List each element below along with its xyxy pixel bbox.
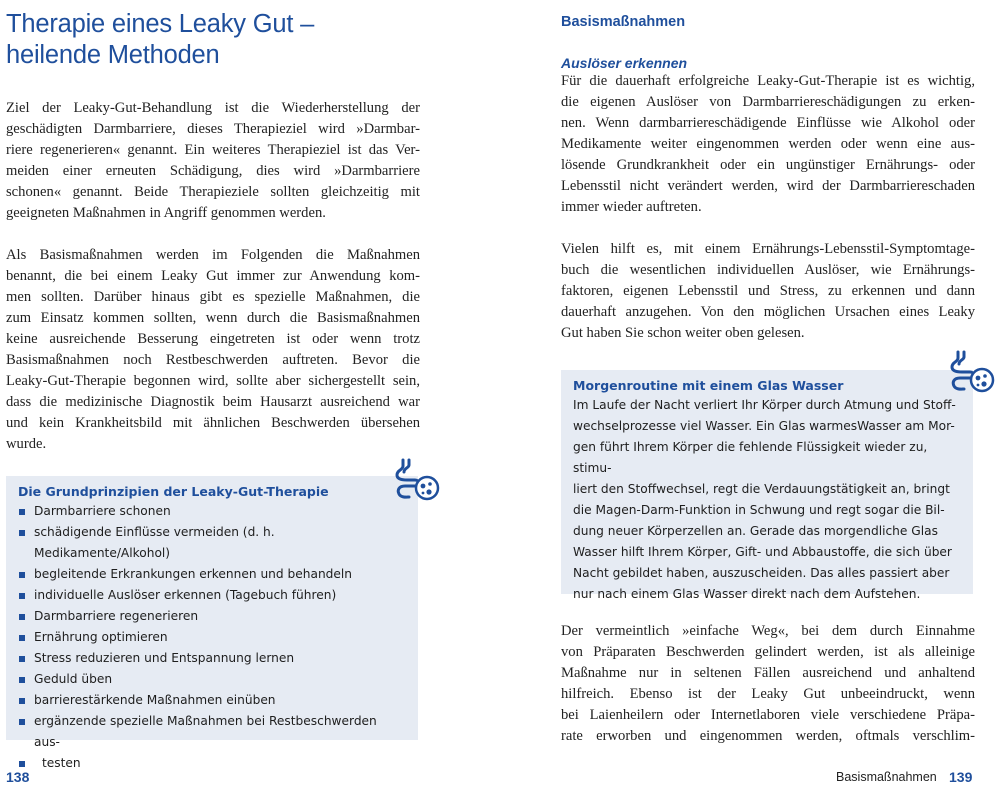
left-paragraph-1 [6, 98, 420, 224]
text-line: Der vermeintlich »einfache Weg«, bei dem durch Einnahme [561, 623, 975, 639]
morning-routine-text [573, 395, 961, 605]
list-item: Darmbarriere schonen [18, 501, 406, 522]
title-line-2: heilende Methoden [6, 41, 220, 69]
principles-list [18, 501, 406, 774]
list-item: ergänzende spezielle Maßnahmen bei Restbeschwerden aus- [18, 711, 406, 753]
text-line: hilfreich. Ebenso ist der Leaky Gut unbeeindruckt, wenn [561, 686, 975, 702]
principles-box [6, 476, 418, 770]
page-title [6, 9, 420, 71]
text-line: Lebensstil nicht verändert werden, wird der Darmbarriereschaden [561, 178, 975, 194]
left-page [6, 0, 420, 455]
text-line: nen. Wenn darmbarriereschädigende Einflüsse wie Alkohol oder [561, 115, 975, 131]
text-line: riere regenerieren« genannt. Ein weiteres Therapieziel ist das Ver- [6, 142, 420, 158]
text-line: Im Laufe der Nacht verliert Ihr Körper durch Atmung und Stoff- [573, 398, 956, 412]
list-item: barrierestärkende Maßnahmen einüben [18, 690, 406, 711]
text-line: von Präparaten Beschwerden gelindert werden, ist als alleinige [561, 644, 975, 660]
page-number-right: 139 [949, 769, 973, 785]
page-number-left: 138 [6, 769, 30, 785]
text-line: nur nach einem Glas Wasser direkt nach dem Aufstehen. [573, 587, 921, 601]
text-line: Leaky-Gut-Therapie begonnen wird, sollte aber sichergestellt sein, [6, 373, 420, 389]
principles-box-title: Die Grundprinzipien der Leaky-Gut-Therapie [18, 484, 329, 499]
text-line: liert den Stoffwechsel, regt die Verdauungstätigkeit an, bringt [573, 482, 950, 496]
right-paragraph-1 [561, 71, 975, 218]
text-line: und kein Krankheitsbild mit ähnlichen Beschwerden übersehen [6, 415, 420, 431]
text-line: schonen« genannt. Beide Therapieziele sollten gleichzeitig mit [6, 184, 420, 200]
list-item: begleitende Erkrankungen erkennen und behandeln [18, 564, 406, 585]
text-line: Für die dauerhaft erfolgreiche Leaky-Gut-Therapie ist es wichtig, [561, 73, 975, 89]
text-line: buch die wesentlichen individuellen Auslöser, wie Ernährungs- [561, 262, 975, 278]
list-item-continuation: testen [18, 753, 406, 774]
list-item: Ernährung optimieren [18, 627, 406, 648]
right-paragraph-3 [561, 621, 975, 747]
list-item: Geduld üben [18, 669, 406, 690]
text-line: geeigneten Maßnahmen in Angriff genommen werden. [6, 205, 326, 221]
text-line: lösende Grundkrankheit oder ein ungünstiger Ernährungs- oder [561, 157, 975, 173]
left-body [6, 98, 420, 455]
text-line: die eigenen Auslöser von Darmbarriereschädigungen zu erken- [561, 94, 975, 110]
text-line: Wasser hilft Ihrem Körper, Gift- und Abbaustoffe, die sich über [573, 545, 952, 559]
list-item: individuelle Auslöser erkennen (Tagebuch führen) [18, 585, 406, 606]
morning-routine-title: Morgenroutine mit einem Glas Wasser [573, 378, 844, 393]
intestine-icon [393, 456, 441, 504]
text-line: Gut haben Sie schon weiter oben gelesen. [561, 325, 805, 341]
running-footer: Basismaßnahmen [836, 770, 937, 784]
text-line: Nacht gebildet haben, auszuscheiden. Das alles passiert aber [573, 566, 950, 580]
title-line-1: Therapie eines Leaky Gut – [6, 10, 315, 38]
text-line: die Magen-Darm-Funktion in Schwung und regt sogar die Bil- [573, 503, 945, 517]
morning-routine-box [561, 370, 973, 601]
text-line: immer wieder auftreten. [561, 199, 702, 215]
text-line: Vielen hilft es, mit einem Ernährungs-Lebensstil-Symptomtage- [561, 241, 975, 257]
text-line: benannt, die bei einem Leaky Gut immer zur Anwendung kom- [6, 268, 420, 284]
text-line: dung neuer Körperzellen an. Gerade das morgendliche Glas [573, 524, 938, 538]
left-paragraph-2 [6, 245, 420, 455]
text-line: geschädigten Darmbarriere, dieses Therapieziel wird »Darmbar- [6, 121, 420, 137]
subheading: Auslöser erkennen [561, 55, 688, 71]
text-line: bei Laienheilern oder Internetlaboren viele verschiedene Präpa- [561, 707, 975, 723]
list-item: Stress reduzieren und Entspannung lernen [18, 648, 406, 669]
text-line: dass die medizinische Diagnostik beim Hausarzt ausreichend war [6, 394, 420, 410]
text-line: Maßnahme nur in seltenen Fällen ausreichend und anhaltend [561, 665, 975, 681]
text-line: zum Einsatz kommen sollten, wenn durch die Basismaßnahmen [6, 310, 420, 326]
list-item: schädigende Einflüsse vermeiden (d. h. Medikamente/Alkohol) [18, 522, 406, 564]
text-line: Als Basismaßnahmen werden im Folgenden die Maßnahmen [6, 247, 420, 263]
text-line: faktoren, eigenen Lebensstil und Stress, zu erkennen und dann [561, 283, 975, 299]
text-line: dauerhaft anzugehen. Von den möglichen Ursachen eines Leaky [561, 304, 975, 320]
right-paragraph-2 [561, 239, 975, 344]
text-line: keine ausreichende Besserung eingetreten ist oder wenn trotz [6, 331, 420, 347]
right-page [561, 0, 975, 344]
intestine-icon [948, 348, 996, 396]
text-line: men sollten. Darüber hinaus gibt es spezielle Maßnahmen, die [6, 289, 420, 305]
text-line: meiden einer erneuten Schädigung, dies wird »Darmbarriere [6, 163, 420, 179]
text-line: gen führt Ihrem Körper die fehlende Flüssigkeit wieder zu, stimu- [573, 440, 928, 475]
text-line: Basismaßnahmen noch Restbeschwerden auftreten. Bevor die [6, 352, 420, 368]
text-line: wurde. [6, 436, 47, 452]
list-item: Darmbarriere regenerieren [18, 606, 406, 627]
section-heading: Basismaßnahmen [561, 14, 686, 30]
text-line: Ziel der Leaky-Gut-Behandlung ist die Wiederherstellung der [6, 100, 420, 116]
text-line: rate erworben und eingenommen werden, oftmals verschlim- [561, 728, 975, 744]
right-body [561, 71, 975, 344]
text-line: wechselprozesse viel Wasser. Ein Glas warmesWasser am Mor- [573, 419, 955, 433]
text-line: Medikamente weiter eingenommen werden oder wenn eine aus- [561, 136, 975, 152]
